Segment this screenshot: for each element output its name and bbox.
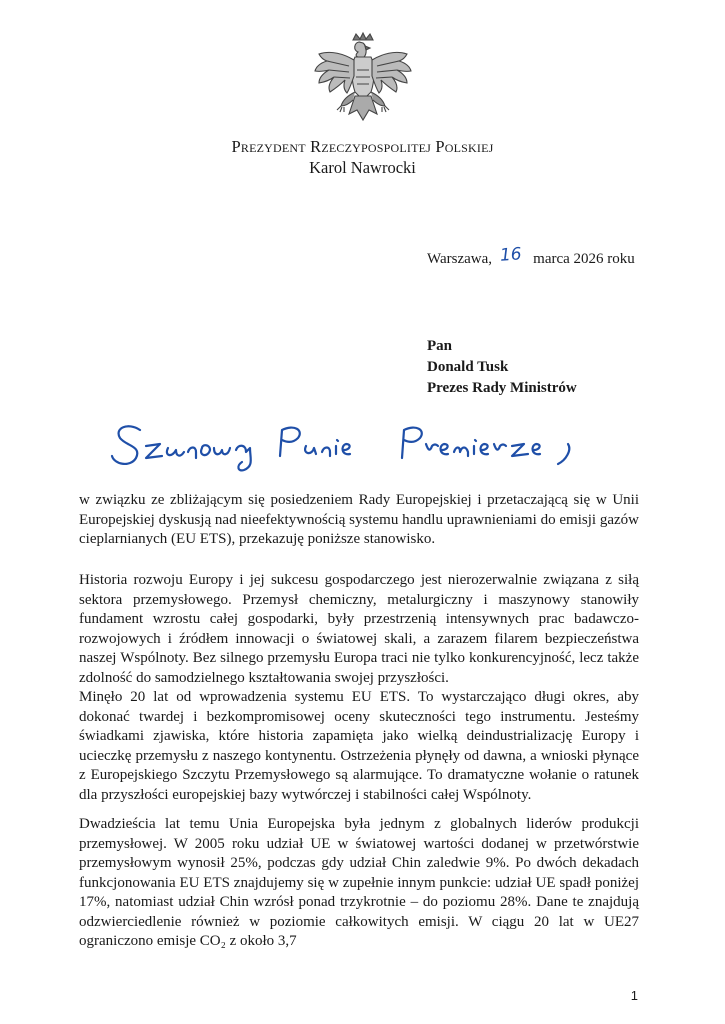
paragraph-4-text: Dwadzieścia lat temu Unia Europejska była jednym z globalnych liderów produkcji przemysłowej. W 2005 roku udział UE w światowej wartości dodanej w przetwórstwie przemysłowym wynosił 25%, podczas gdy udział Chin zaledwie 9%. Po dwóch dekadach funkcjonowania EU ETS znajdujemy się w zupełnie innym punkcie: udział UE spadł poniżej 17%, natomiast udział Chin wzrósł ponad trzykrotnie – do poziomu 28%. Dane te znajdują odzwierciedlenie również w poziomie całkowitych emisji. W ciągu 20 lat w UE27 ograniczono emisje CO₂ z około 3,7 <box>79 816 639 949</box>
page-number: 1 <box>630 988 638 1003</box>
date-city: Warszawa, <box>427 251 493 267</box>
handwritten-greeting <box>110 416 590 474</box>
paragraph-1 <box>79 491 639 550</box>
white-eagle-emblem-icon <box>309 30 417 130</box>
paragraph-3-text: Minęło 20 lat od wprowadzenia systemu EU ETS. To wystarczająco długi okres, aby dokonać twardej i bezkompromisowej oceny skuteczności tego instrumentu. Jesteśmy świadkami zjawiska, które historia zapamięta jako wielką deindustrializację Europy i ucieczkę przemysłu z naszego kontynentu. Ostrzeżenia płynęły od dawna, a wnioski płynące z Europejskiego Szczytu Przemysłowego są alarmujące. To dramatyczne wołanie o ratunek dla przyszłości europejskiej bazy wytwórczej i stabilności całej Wspólnoty. <box>79 689 639 803</box>
office-title: Prezydent Rzeczypospolitej Polskiej <box>231 137 494 156</box>
paragraph-2 <box>79 571 639 688</box>
addressee-position: Prezes Rady Ministrów <box>427 380 577 396</box>
date-rest: marca 2026 roku <box>533 251 635 267</box>
president-name: Karol Nawrocki <box>309 158 416 177</box>
addressee-name: Donald Tusk <box>427 359 509 375</box>
paragraph-1-text: w związku ze zbliżającym się posiedzeniem Rady Europejskiej i przetaczającą się w Unii Europejskiej dyskusją nad nieefektywnością systemu handlu uprawnieniami do emisji gazów cieplarnianych (EU ETS), przekazuję poniższe stanowisko. <box>79 492 639 547</box>
paragraph-3 <box>79 688 639 805</box>
paragraph-2-text: Historia rozwoju Europy i jej sukcesu gospodarczego jest nierozerwalnie związana z siłą sektora przemysłowego. Przemysł chemiczny, metalurgiczny i maszynowy stanowiły fundament wzrostu całej gospodarki, były przestrzenią intensywnych prac badawczo-rozwojowych i źródłem innowacji o światowej skali, a zarazem filarem bezpieczeństwa naszej Wspólnoty. Bez silnego przemysłu Europa traci nie tylko konkurencyjność, lecz także zdolność do samodzielnego kształtowania swojej przyszłości. <box>79 572 639 686</box>
date-day-handwritten: 16 <box>499 244 523 266</box>
paragraph-4 <box>79 815 639 952</box>
addressee-salutation: Pan <box>427 338 453 354</box>
addressee-block <box>427 336 577 399</box>
date-line <box>427 244 635 268</box>
